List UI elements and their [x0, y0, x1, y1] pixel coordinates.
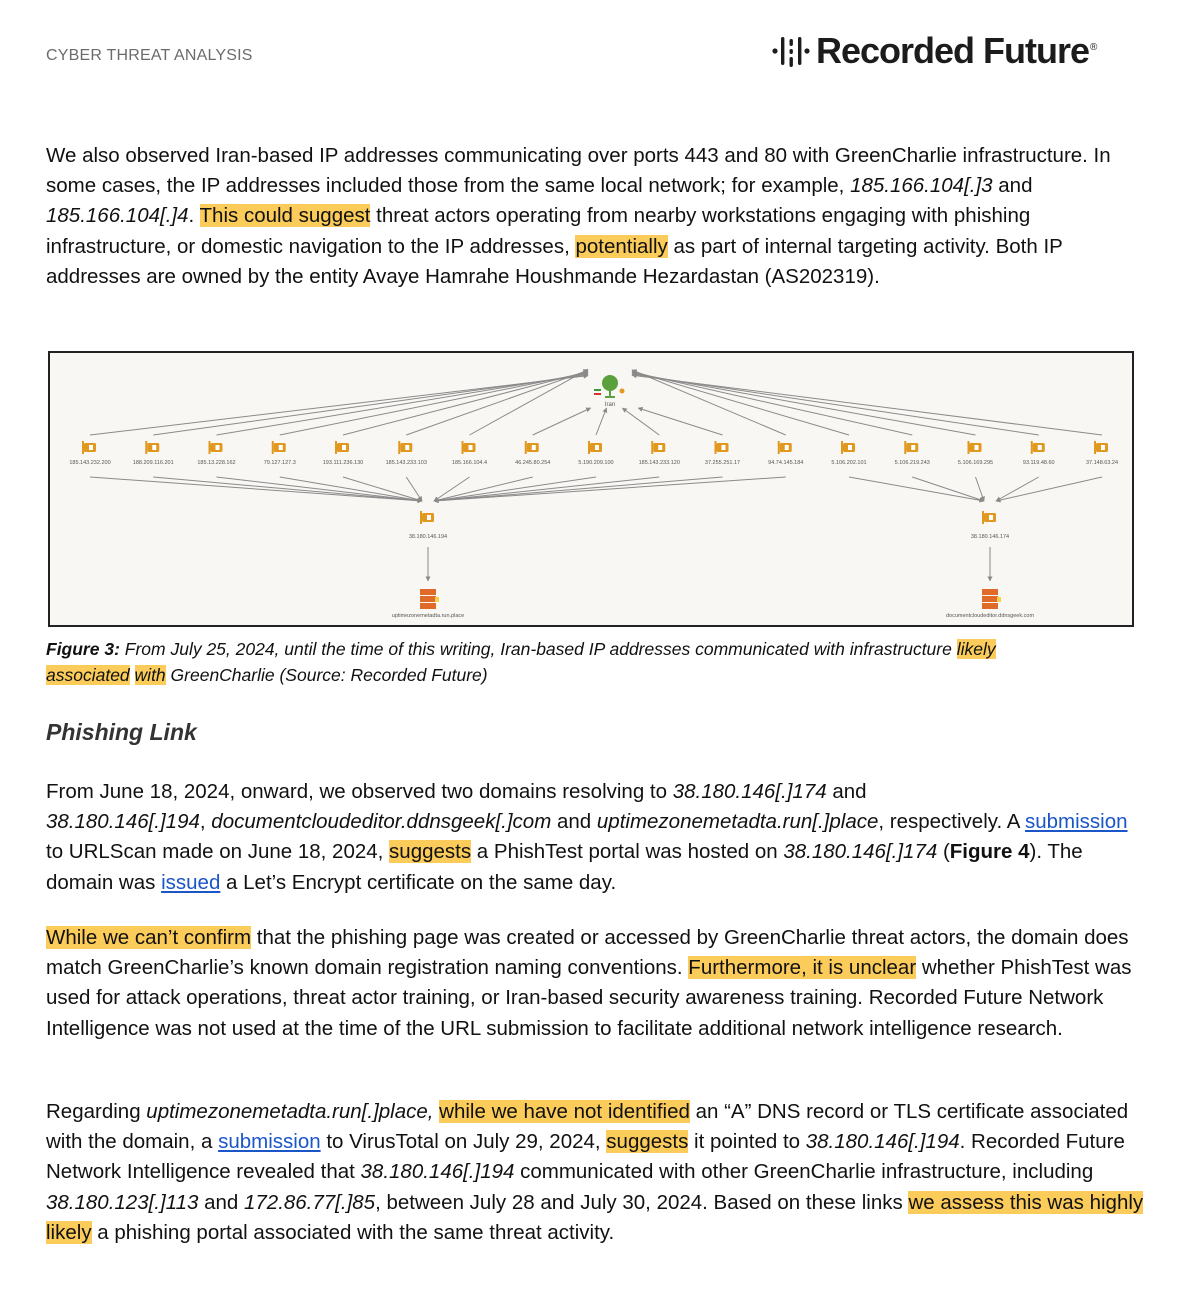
text: Regarding	[46, 1100, 147, 1123]
globe-icon	[602, 375, 618, 391]
text: . Recorded Future Network Intelligence revealed that	[46, 1130, 1125, 1184]
registered-mark: ®	[1090, 41, 1098, 53]
pin-icon	[620, 389, 625, 394]
recorded-future-logo	[772, 28, 1097, 74]
paragraph-phishing-domains	[46, 777, 1146, 898]
ip-node-icon-slot	[279, 445, 283, 450]
highlight: suggests	[606, 1130, 689, 1154]
caption-label: Figure 3:	[46, 639, 120, 659]
text: .	[188, 204, 200, 228]
ip-node-label: 5.106.219.243	[894, 460, 930, 466]
virustotal-submission-link[interactable]: submission	[218, 1130, 321, 1154]
ip-node-icon-bracket	[82, 441, 84, 454]
logo-wordmark: Recorded Future	[816, 30, 1090, 71]
target-ip-label: 38.180.146.174	[970, 534, 1010, 540]
domain: uptimezonemetadta.run[.]place,	[146, 1100, 434, 1123]
edge-to-iran	[632, 373, 976, 435]
highlight: Furthermore, it is unclear	[688, 956, 917, 980]
ip-address: 38.180.123[.]113	[46, 1190, 199, 1214]
dns-server-icon	[420, 589, 436, 595]
figure-reference: Figure 4	[949, 840, 1030, 864]
highlight: potentially	[575, 234, 668, 258]
edge-to-iran	[533, 408, 591, 435]
edge-to-iran	[632, 375, 1102, 435]
iran-flag-bottom	[594, 393, 601, 395]
dns-server-icon-mid	[420, 596, 436, 602]
ip-node-icon-bracket	[588, 441, 590, 454]
ip-node-icon-bracket	[462, 441, 464, 454]
text: From June 18, 2024, onward, we observed two domains resolving to	[46, 780, 673, 803]
figure-caption	[46, 636, 1136, 688]
ip-address: 38.180.146[.]194	[360, 1160, 515, 1184]
ip-node-label: 94.74.145.184	[768, 460, 804, 466]
ip-node-icon-slot	[658, 445, 662, 450]
ip-node-label: 37.148.63.24	[1085, 460, 1119, 466]
ip-node-label: 46.245.80.254	[515, 460, 551, 466]
iran-node-label: Iran	[604, 402, 616, 408]
ip-node-label: 185.143.233.120	[638, 460, 680, 466]
text: whether PhishTest was used for attack operations, threat actor training, or Iran-based security awareness training. Recorded Future Network Intelligence was not used at the time of the URL submission to facilitate additional network intelligence research.	[46, 956, 1132, 1040]
text: and	[551, 810, 597, 834]
edge-to-iran	[153, 375, 588, 435]
ip-address: 38.180.146[.]174	[672, 780, 827, 803]
text	[130, 665, 135, 685]
ip-node-icon-slot	[469, 445, 473, 450]
paragraph-phishtest-uncertainty	[46, 923, 1146, 1044]
target-ip-icon-slot	[427, 515, 431, 520]
ip-node-icon-slot	[975, 445, 979, 450]
ip-node-label: 79.127.127.3	[263, 460, 296, 466]
text: communicated with other GreenCharlie infrastructure, including	[514, 1160, 1094, 1184]
dns-lock-icon	[997, 597, 1001, 602]
ip-node-label: 5.106.169.295	[957, 460, 994, 466]
highlight: likely	[46, 1220, 92, 1244]
ip-node-icon-slot	[342, 445, 346, 450]
domain-label: uptimezonemetadta.run.place	[391, 613, 465, 619]
highlight: While we can’t confirm	[46, 926, 252, 949]
ip-node-label: 185.143.233.103	[385, 460, 427, 466]
highlight: suggests	[389, 840, 472, 864]
ip-node-icon-slot	[1038, 445, 1042, 450]
target-ip-icon-bracket	[420, 511, 422, 524]
ip-node-icon-bracket	[335, 441, 337, 454]
dns-server-icon	[982, 589, 998, 595]
ip-node-label: 193.111.236.130	[322, 460, 364, 466]
ip-node-icon-bracket	[272, 441, 274, 454]
recorded-future-logo-icon	[772, 29, 812, 73]
text: to VirusTotal on July 29, 2024,	[320, 1130, 607, 1154]
ip-address: 38.180.146[.]194	[805, 1130, 960, 1154]
ip-node-icon-bracket	[715, 441, 717, 454]
dns-lock-icon	[435, 597, 439, 602]
edge-to-target	[434, 477, 596, 501]
edge-to-iran	[638, 408, 722, 435]
ip-node-label: 5.106.202.101	[831, 460, 867, 466]
ip-address: 38.180.146[.]194	[46, 810, 200, 834]
ip-node-icon-slot	[1101, 445, 1105, 450]
ip-node-label: 188.209.116.201	[132, 460, 174, 466]
ip-node-label: 93.119.48.60	[1022, 460, 1055, 466]
edge-to-target	[280, 477, 422, 501]
text: to URLScan made on June 18, 2024,	[46, 840, 390, 864]
section-heading: Phishing Link	[46, 719, 197, 745]
ip-node-label: 185.143.232.200	[69, 460, 111, 466]
text: and	[992, 174, 1033, 198]
text: threat actors operating from nearby workstations engaging with phishing infrastructure, or domestic navigation to the IP addresses,	[46, 204, 1031, 258]
highlight: likely	[956, 639, 996, 659]
text: We also observed Iran-based IP addresses communicating over ports 443 and 80 with GreenCharlie infrastructure. In some cases, the IP addresses included those from the same local network; for example,	[46, 144, 1111, 198]
edge-to-target	[434, 477, 659, 501]
edge-to-target	[90, 477, 422, 501]
ip-node-icon-slot	[405, 445, 409, 450]
text: From July 25, 2024, until the time of this writing, Iran-based IP addresses communicated with infrastructure	[119, 639, 957, 659]
highlight: with	[134, 665, 166, 685]
text: GreenCharlie (Source: Recorded Future)	[165, 665, 488, 685]
highlight: while we have not identified	[439, 1100, 690, 1123]
highlight: associated	[46, 665, 130, 685]
ip-node-icon-slot	[911, 445, 915, 450]
text: ,	[199, 810, 212, 834]
edge-to-iran	[596, 408, 607, 435]
ip-node-icon-bracket	[209, 441, 211, 454]
ip-node-icon-bracket	[778, 441, 780, 454]
certificate-issued-link[interactable]: issued	[161, 870, 221, 894]
edge-to-iran	[406, 370, 588, 435]
domain: documentcloudeditor.ddnsgeek[.]com	[211, 810, 552, 834]
paragraph-iran-ips	[46, 141, 1146, 292]
ip-node-icon-slot	[89, 445, 93, 450]
edge-to-iran	[470, 369, 589, 435]
highlight: we assess this was highly	[908, 1190, 1144, 1214]
ip-node-icon-bracket	[398, 441, 400, 454]
ip-node-icon-slot	[532, 445, 536, 450]
urlscan-submission-link[interactable]: submission	[1024, 810, 1128, 834]
highlight: This could suggest	[199, 204, 371, 228]
edge-to-iran	[632, 370, 786, 435]
network-graph-svg	[50, 353, 1132, 625]
text: and	[198, 1190, 244, 1214]
ip-node-label: 5.190.209.100	[578, 460, 614, 466]
text: , respectively. A	[878, 810, 1025, 834]
ip-address: 185.166.104[.]4	[46, 204, 189, 228]
edge-to-target	[976, 477, 985, 501]
ip-node-label: 37.255.251.17	[704, 460, 741, 466]
edge-to-iran	[632, 372, 912, 435]
edge-to-iran	[217, 374, 589, 435]
ip-node-icon-bracket	[904, 441, 906, 454]
ip-node-icon-slot	[216, 445, 220, 450]
globe-stand	[609, 391, 611, 396]
text: it pointed to	[688, 1130, 806, 1154]
edge-to-target	[434, 477, 786, 501]
target-ip-icon-bracket	[982, 511, 984, 524]
figure-network-graph	[48, 351, 1134, 627]
ip-node-label: 185.166.104.4	[451, 460, 488, 466]
dns-server-icon-bottom	[982, 603, 998, 609]
ip-node-icon-bracket	[145, 441, 147, 454]
iran-flag-mid	[594, 391, 601, 393]
text: ). The domain was	[46, 840, 1083, 894]
ip-node-icon-bracket	[1094, 441, 1096, 454]
text: , between July 28 and July 30, 2024. Based on these links	[375, 1190, 909, 1214]
domain: uptimezonemetadta.run[.]place	[596, 810, 879, 834]
ip-node-icon-bracket	[525, 441, 527, 454]
text: (	[937, 840, 950, 864]
edge-to-target	[217, 477, 423, 501]
edge-to-target	[996, 477, 1039, 501]
ip-node-icon-slot	[595, 445, 599, 450]
edge-to-target	[912, 477, 984, 501]
text: a PhishTest portal was hosted on	[471, 840, 784, 864]
edge-to-iran	[622, 408, 659, 435]
ip-node-icon-bracket	[1031, 441, 1033, 454]
text: that the phishing page was created or accessed by GreenCharlie threat actors, the domain does match GreenCharlie’s known domain registration naming conventions.	[46, 926, 1129, 980]
ip-node-icon-slot	[785, 445, 789, 450]
edge-to-target	[434, 477, 723, 501]
document-section-label: CYBER THREAT ANALYSIS	[46, 47, 253, 64]
text: and	[826, 780, 867, 803]
ip-node-icon-slot	[722, 445, 726, 450]
text: an “A” DNS record or TLS certificate associated with the domain, a	[46, 1100, 1129, 1154]
edge-to-iran	[632, 371, 849, 435]
target-ip-label: 38.180.146.194	[408, 534, 448, 540]
ip-address: 38.180.146[.]174	[783, 840, 938, 864]
ip-node-icon-bracket	[841, 441, 843, 454]
dns-server-icon-bottom	[420, 603, 436, 609]
text: a phishing portal associated with the same threat activity.	[91, 1220, 615, 1244]
ip-address: 185.166.104[.]3	[850, 174, 993, 198]
ip-node-icon-slot	[848, 445, 852, 450]
ip-address: 172.86.77[.]85	[243, 1190, 376, 1214]
edge-to-target	[996, 477, 1102, 501]
text: a Let’s Encrypt certificate on the same day.	[220, 870, 617, 894]
ip-node-label: 185.13.228.162	[197, 460, 236, 466]
paragraph-uptimezone-assessment	[46, 1097, 1146, 1248]
target-ip-icon-slot	[989, 515, 993, 520]
iran-flag-icon	[594, 389, 601, 391]
dns-server-icon-mid	[982, 596, 998, 602]
ip-node-icon-bracket	[651, 441, 653, 454]
text: as part of internal targeting activity. Both IP addresses are owned by the entity Avaye Hamrahe Houshmande Hezardastan (AS202319).	[46, 234, 1063, 288]
globe-base	[605, 396, 615, 398]
ip-node-icon-slot	[152, 445, 156, 450]
ip-node-icon-bracket	[968, 441, 970, 454]
edge-to-target	[849, 477, 984, 501]
domain-label: documentcloudeditor.ddnsgeek.com	[945, 613, 1035, 619]
